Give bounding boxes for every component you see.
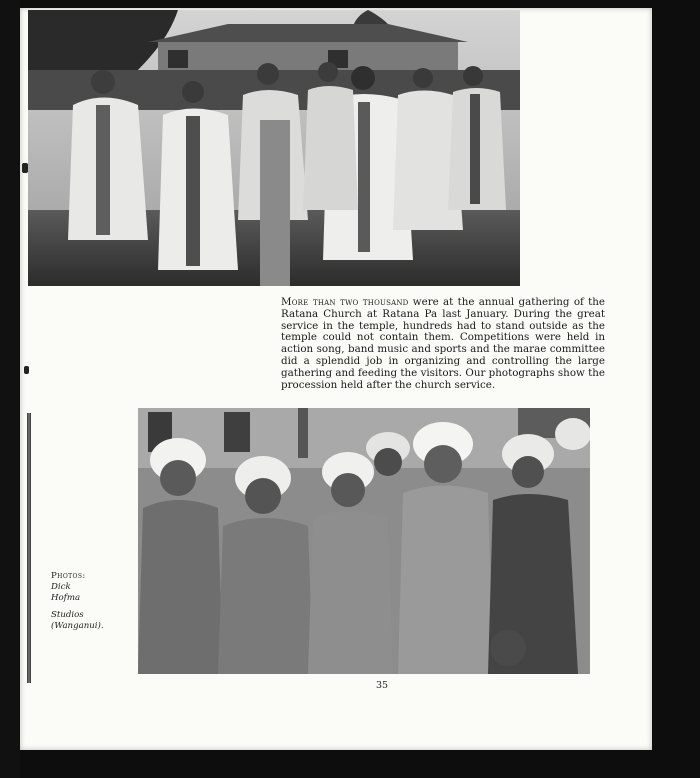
procession-women-photo xyxy=(138,408,590,674)
magazine-page xyxy=(20,8,652,750)
credits-line: Hofma xyxy=(51,593,81,603)
binding-mark xyxy=(24,366,29,374)
photo-caption xyxy=(281,297,605,391)
procession-clergy-photo xyxy=(28,10,520,286)
binding-strip xyxy=(27,413,31,683)
credits-line: Dick xyxy=(51,582,71,592)
credits-heading: Photos: xyxy=(51,571,86,581)
credits-line: (Wanganui). xyxy=(51,621,104,631)
scan-edge xyxy=(0,0,20,778)
caption-lead: More than two thousand xyxy=(281,296,409,308)
clergy-photo-drawing xyxy=(28,10,520,286)
women-photo-drawing xyxy=(138,408,590,674)
photo-credits xyxy=(51,571,131,632)
page-number: 35 xyxy=(376,680,389,691)
caption-body: were at the annual gathering of the Ratana Church at Ratana Pa last January. During the great service in the temple, hundreds had to stand outside as the temple could not contain them. Competitions were held in action song, band music and sports and the marae committee did a splendid job in organizing and controlling the large gathering and feeding the visitors. Our photographs show the procession held after the church service. xyxy=(281,296,605,391)
credits-line: Studios xyxy=(51,610,84,620)
